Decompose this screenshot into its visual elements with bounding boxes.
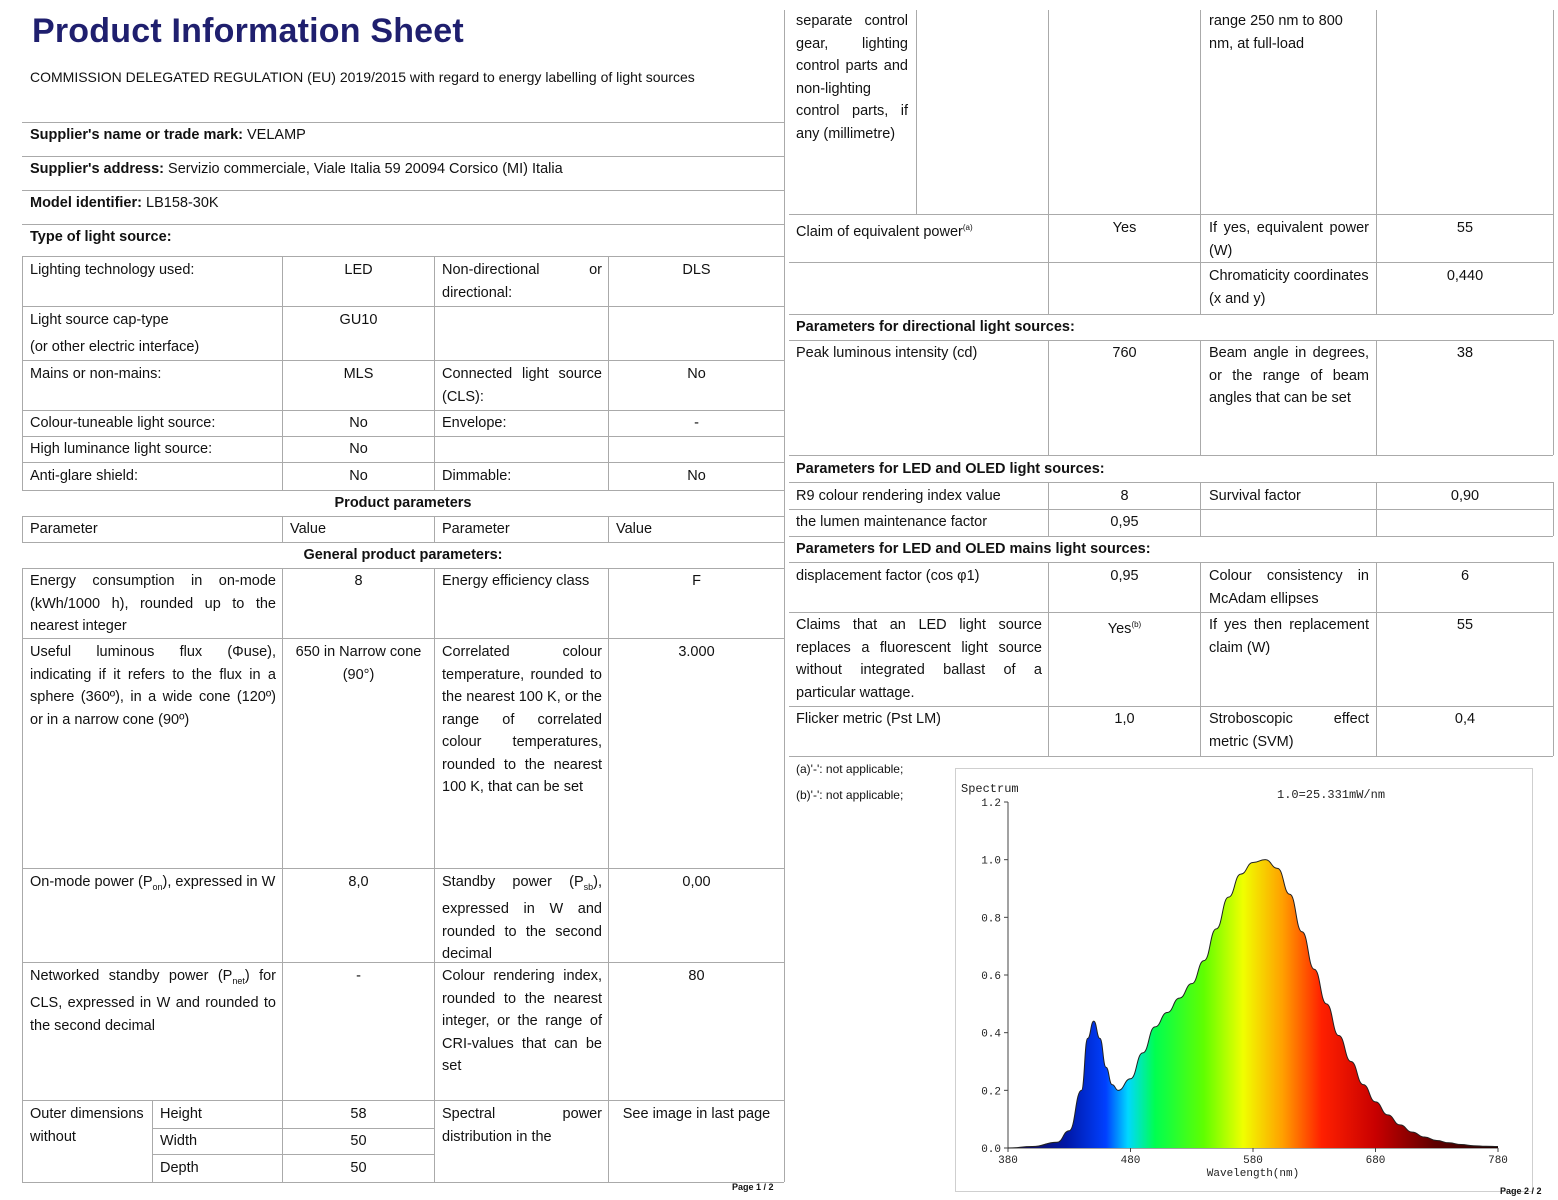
tuneable-value: No [349,415,368,431]
efficiency-class-label: Energy efficiency class [442,573,590,589]
y-tick-label: 0.2 [981,1086,1001,1099]
networked-standby-value: - [356,968,361,984]
luminous-flux-label: Useful luminous flux (Φuse), indicating if it refers to the flux in a sphere (360º), in a wide cone (120º) or in a narrow cone (90º) [30,644,276,728]
envelope-label: Envelope: [442,415,507,431]
directional-label: Non-directional or directional: [442,262,602,301]
r9-value: 8 [1120,488,1129,504]
y-tick-label: 0.4 [981,1028,1001,1041]
product-parameters-heading: Product parameters [334,495,472,511]
led-parameters-heading: Parameters for LED and OLED light sources: [796,461,1105,477]
lumen-maintenance-value: 0,95 [1110,514,1139,530]
column-header-value-2: Value [616,521,653,537]
anti-glare-label: Anti-glare shield: [30,468,138,484]
model-identifier-label: Model identifier: [30,195,142,211]
energy-consumption-label: Energy consumption in on-mode (kWh/1000 h), rounded up to the nearest integer [30,573,276,634]
cls-label: Connected light source (CLS): [442,366,602,405]
page-title: Product Information Sheet [32,12,464,50]
cri-value: 80 [688,968,705,984]
separate-gear-label: separate control gear, lighting control parts and non-lighting control parts, if any (millimetre) [796,13,908,142]
energy-consumption-value: 8 [354,573,363,589]
supplier-name-label: Supplier's name or trade mark: [30,127,243,143]
peak-intensity-value: 760 [1112,345,1137,361]
x-axis-label: Wavelength(nm) [1206,1168,1300,1180]
cap-type-label-line2: (or other electric interface) [30,338,200,355]
supplier-name-value: VELAMP [247,127,306,143]
chart-annotation: 1.0=25.331mW/nm [1277,788,1386,802]
beam-angle-value: 38 [1456,345,1474,361]
cap-type-value: GU10 [339,312,378,328]
cct-label: Correlated colour temperature, rounded to the nearest 100 K, or the range of correlated colour temperatures, rounded to the nearest 100 K, that can be set [442,644,602,795]
flicker-metric-value: 1,0 [1114,711,1135,727]
x-tick-label: 780 [1488,1155,1508,1167]
luminous-flux-value: 650 in Narrow cone (90°) [295,644,422,683]
mains-parameters-heading: Parameters for LED and OLED mains light sources: [796,541,1151,557]
spectral-distribution-label: Spectral power distribution in the [442,1106,602,1145]
spectral-distribution-value: See image in last page [622,1106,771,1122]
outer-dimensions-label: Outer dimensions without [30,1106,144,1145]
directional-value: DLS [682,262,711,278]
column-header-parameter-2: Parameter [442,521,510,537]
on-mode-power-value: 8,0 [348,874,369,890]
displacement-factor-value: 0,95 [1110,568,1139,584]
x-tick-label: 480 [1120,1155,1141,1167]
depth-label: Depth [160,1160,199,1176]
spectrum-chart [955,768,1533,1192]
displacement-factor-label: displacement factor (cos φ1) [796,568,980,584]
anti-glare-value: No [349,468,368,484]
tech-label: Lighting technology used: [30,262,195,278]
general-parameters-heading: General product parameters: [303,547,503,563]
mains-label: Mains or non-mains: [30,366,162,382]
cri-label: Colour rendering index, rounded to the nearest integer, or the range of CRI-values that can be set [442,968,602,1074]
mains-value: MLS [343,366,374,382]
x-tick-label: 680 [1365,1155,1386,1167]
colour-consistency-label: Colour consistency in McAdam ellipses [1209,568,1369,607]
efficiency-class-value: F [692,573,701,589]
survival-factor-label: Survival factor [1209,488,1301,504]
directional-parameters-heading: Parameters for directional light sources: [796,319,1075,335]
fluorescent-claim-value: Yes$^{(b)}$ [1107,620,1142,637]
column-header-value: Value [290,521,327,537]
equivalent-power-label: Claim of equivalent power$^{(a)}$ [796,223,973,240]
y-tick-label: 1.2 [981,798,1001,810]
chromaticity-label: Chromaticity coordinates (x and y) [1209,268,1369,307]
survival-factor-value: 0,90 [1450,488,1480,504]
dimmable-value: No [687,468,706,484]
cls-value: No [687,366,706,382]
height-label: Height [160,1106,202,1122]
depth-value: 50 [350,1160,367,1176]
regulation-text: COMMISSION DELEGATED REGULATION (EU) 2019/2015 with regard to energy labelling of light sources [30,69,695,85]
equivalent-power-watts-label: If yes, equivalent power (W) [1209,220,1369,259]
peak-intensity-label: Peak luminous intensity (cd) [796,345,978,361]
page-number-2: Page 2 / 2 [1500,1186,1542,1196]
on-mode-power-label: On-mode power $(P_{on})$, expressed in W [30,874,276,892]
supplier-address-row [24,158,764,181]
equivalent-power-watts-value: 55 [1456,220,1474,236]
beam-angle-label: Beam angle in degrees, or the range of beam angles that can be set [1209,345,1369,406]
cap-type-label-line1: Light source cap-type [30,312,169,328]
dimmable-label: Dimmable: [442,468,512,484]
supplier-name-row [24,124,764,147]
high-luminance-value: No [349,441,368,457]
chart-title: Spectrum [961,782,1019,796]
footnote-a: (a)'-': not applicable; [796,762,904,776]
y-tick-label: 0.6 [981,971,1001,983]
stroboscopic-value: 0,4 [1454,711,1476,727]
standby-power-label: Standby power $(P_{sb})$, expressed in W and rounded to the second decimal [442,874,602,963]
cct-value: 3.000 [678,644,715,660]
flicker-metric-label: Flicker metric (Pst LM) [796,711,941,727]
y-tick-label: 0.8 [981,913,1001,926]
replacement-claim-label: If yes then replacement claim (W) [1209,617,1369,656]
width-label: Width [160,1133,198,1149]
envelope-value: - [694,415,699,431]
tuneable-label: Colour-tuneable light source: [30,415,216,431]
standby-power-value: 0,00 [682,874,711,890]
page-number-1: Page 1 / 2 [732,1182,774,1192]
cap-type-label [24,309,282,358]
x-tick-label: 380 [998,1155,1018,1167]
height-value: 58 [350,1106,367,1122]
equivalent-power-value: Yes [1112,220,1137,236]
colour-consistency-value: 6 [1460,568,1470,584]
fluorescent-claim-label: Claims that an LED light source replaces a fluorescent light source without integrated ballast of a particular wattage. [796,617,1042,701]
stroboscopic-label: Stroboscopic effect metric (SVM) [1209,711,1369,750]
networked-standby-label: Networked standby power $(P_{net})$ for CLS, expressed in W and rounded to the second decimal [30,968,277,1034]
range-text: range 250 nm to 800 nm, at full-load [1209,13,1343,52]
replacement-claim-value: 55 [1456,617,1474,633]
column-header-parameter: Parameter [30,521,98,537]
light-source-type-label: Type of light source: [30,229,172,245]
footnote-b: (b)'-': not applicable; [796,788,904,802]
high-luminance-label: High luminance light source: [30,441,213,457]
supplier-address-label: Supplier's address: [30,161,164,177]
chromaticity-value: 0,440 [1446,268,1484,284]
supplier-address-value: Servizio commerciale, Viale Italia 59 20094 Corsico (MI) Italia [168,161,563,177]
y-tick-label: 1.0 [981,855,1001,868]
x-tick-label: 580 [1243,1155,1263,1167]
tech-value: LED [344,262,373,278]
r9-label: R9 colour rendering index value [796,488,1001,504]
y-tick-label: 0.0 [981,1144,1001,1156]
lumen-maintenance-label: the lumen maintenance factor [796,514,988,530]
width-value: 50 [350,1133,367,1149]
model-identifier-row [24,192,764,215]
model-identifier-value: LB158-30K [146,195,219,211]
